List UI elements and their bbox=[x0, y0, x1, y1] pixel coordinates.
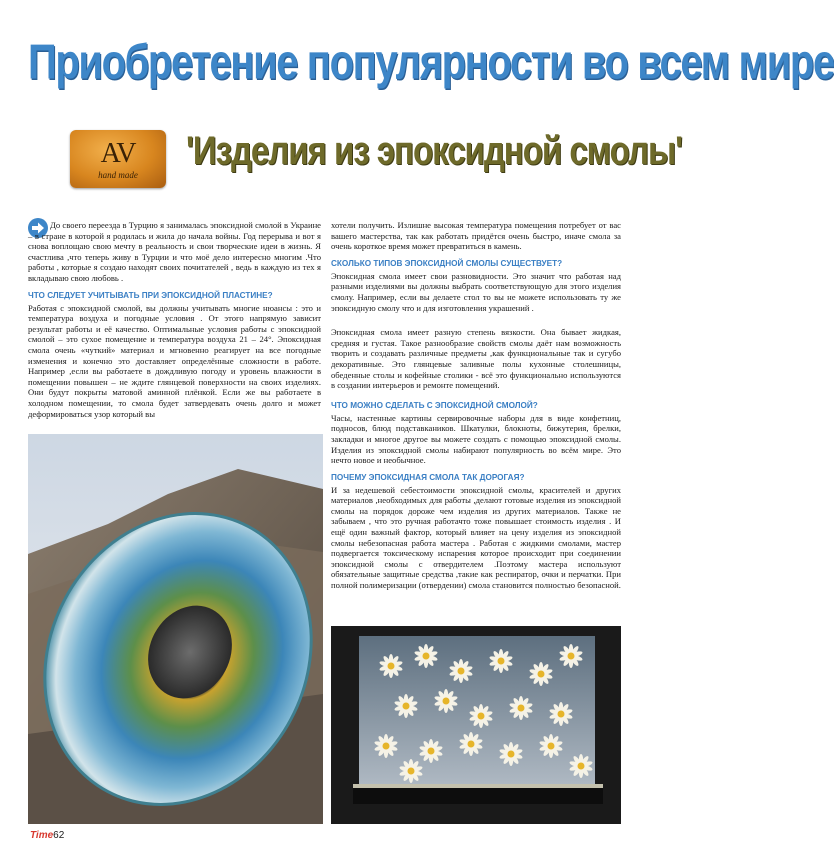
magazine-brand: Time bbox=[30, 830, 54, 841]
section-heading: ЧТО МОЖНО СДЕЛАТЬ С ЭПОКСИДНОЙ СМОЛОЙ? bbox=[331, 400, 538, 410]
page-number: 62 bbox=[53, 830, 65, 841]
body-paragraph: И за недешевой себестоимости эпоксидной смолы, красителей и других материалов ,необходимых для работы ,делают готовые изделия из эпоксидной смолы на порядок дороже чем изделия из других материалов. Также не забываем , что это ручная работачто тоже повышает стоимость изделия . И ещё один важный фактор, который влияет на цену изделия из эпоксидной смолы небезопасная работа мастера . Работая с жидкими смолами, мастер подвергается токсическому испарения которое происходит при соединении эпоксидной смолы с отвердителем .Поэтому мастера используют обязательные защитные средства ,такие как респиратор, очки и перчатки. При полной полимеризации (отвердении) смола становится полностью безопасной. bbox=[331, 484, 621, 591]
page-footer bbox=[30, 830, 64, 841]
right-column bbox=[331, 220, 621, 598]
left-column bbox=[28, 220, 321, 426]
logo-tagline: hand made bbox=[98, 170, 138, 180]
body-paragraph: Работая с эпоксидной смолой, вы должны учитывать многие нюансы : это и температура воздуха и погодные условия . От этого напрямую зависит результат работы и её качество. Оптимальные условия работы с эпоксидной смолой – это сухое помещение и температура воздуха 21 – 24°. Эпоксидная смола очень «чуткий» материал и мгновенно реагирует на все погодные изменения и конечно это доставляет определённые сложности в работе. Например ,если вы работаете в дождливую погоду и уровень влажности в помещении повышен – не ждите глянцевой поверхности на своих изделиях. Они будут покрыты матовой аминной плёнкой. Если же вы работаете в холодном помещении, то смола будет затвердевать очень долго и может деформироваться узор который вы bbox=[28, 302, 321, 419]
section-heading: СКОЛЬКО ТИПОВ ЭПОКСИДНОЙ СМОЛЫ СУЩЕСТВУЕТ? bbox=[331, 258, 563, 268]
intro-paragraph: До своего переезда в Турцию я занималась эпоксидной смолой в Украине – в стране в которой я родилась и жила до начала войны. Год перерыва и вот я снова воплощаю свою мечту в реальность и свои творческие идеи в жизнь. Я счастлива ,что теперь живу в Турции и что моё дело интересно многим .Что работы , которые я создаю находят своих почитателей , ведь в каждую из тех я вкладываю свою любовь . bbox=[28, 220, 321, 283]
daisy-resin-lamp-photo bbox=[331, 626, 621, 824]
brand-logo bbox=[70, 130, 166, 188]
body-paragraph: Часы, настенные картины сервировочные наборы для в виде конфетниц, подносов, блюд подставкаников. Шкатулки, блокноты, бижутерия, брелки, закладки и многое другое вы можете создать с помощью эпоксидной смолы. Изделия из эпоксидной смолы набирают популярность во всём мире. Это нечто новое и необычное. bbox=[331, 412, 621, 466]
section-heading: ПОЧЕМУ ЭПОКСИДНАЯ СМОЛА ТАК ДОРОГАЯ? bbox=[331, 472, 525, 482]
body-paragraph: Эпоксидная смола имеет свои разновидности. Это значит что работая над разными изделиями вы должны выбрать соответствующую для этого изделия смолу. Например, если вы делаете стол то вы не можете использовать ту же эпоксидную смолу что и для изготовления украшений . bbox=[331, 270, 621, 313]
page-subtitle: 'Изделия из эпоксидной смолы' bbox=[186, 128, 682, 173]
resin-dish-photo bbox=[28, 434, 323, 824]
logo-monogram: AV bbox=[100, 138, 136, 169]
body-paragraph: Эпоксидная смола имеет разную степень вязкости. Она бывает жидкая, средняя и густая. Такое разнообразие свойств смолы даёт нам возможность творить и создавать различные предметы ,как функциональные так и сугубо декоративные. Это глянцевые заливные полы кухонные столешницы, обеденные столы и кофейные столики - всё это функционально используются в создании интерьеров и ремонте помещений. bbox=[331, 327, 621, 391]
section-heading: ЧТО СЛЕДУЕТ УЧИТЫВАТЬ ПРИ ЭПОКСИДНОЙ ПЛАСТИНЕ? bbox=[28, 290, 273, 300]
continuation-paragraph: хотели получить. Излишне высокая температура помещения потребует от вас вашего мастерства, так как работать придётся очень быстро, иначе смола за очень короткое время может превратиться в камень. bbox=[331, 220, 621, 252]
page-title: Приобретение популярности во всем мире bbox=[28, 36, 834, 90]
